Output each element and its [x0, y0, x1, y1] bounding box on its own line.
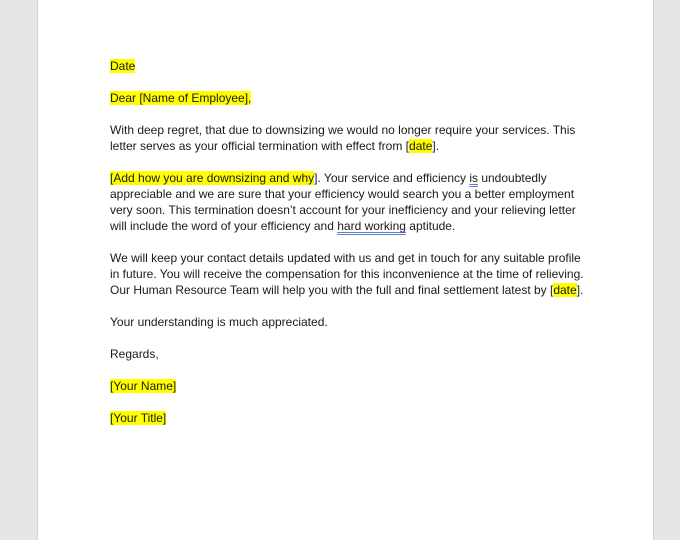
- paragraph-1-end: ].: [432, 139, 440, 153]
- salutation-placeholder: Dear [Name of Employee],: [110, 91, 252, 105]
- paragraph-3-end: ].: [576, 283, 584, 297]
- grammar-flag-hard-working: hard working: [337, 219, 406, 233]
- date-line: [110, 58, 590, 74]
- document-page: [37, 0, 654, 540]
- paragraph-2-text-c: aptitude.: [405, 219, 456, 233]
- paragraph-2-text-b: undoubtedly appreciable and we are sure that your efficiency would search you a better employment very soon. This termination doesn’t account for your inefficiency and your relieving letter will include the word of your efficiency and: [110, 171, 576, 233]
- closing: Regards,: [110, 347, 159, 361]
- paragraph-1-date-placeholder: date: [409, 139, 433, 153]
- paragraph-reason: [110, 170, 590, 234]
- date-placeholder: Date: [110, 59, 136, 73]
- salutation: [110, 90, 590, 106]
- paragraph-1-text: With deep regret, that due to downsizing we would no longer require your services. This letter serves as your official termination with effect from [: [110, 123, 576, 153]
- paragraph-contact: [110, 250, 590, 298]
- signature-name: [110, 378, 590, 394]
- signature-title: [110, 410, 590, 426]
- paragraph-termination: [110, 122, 590, 154]
- letter-body: [110, 58, 590, 442]
- title-placeholder: [Your Title]: [110, 411, 167, 425]
- paragraph-2-text-a: ]. Your service and efficiency: [314, 171, 470, 185]
- grammar-flag-is: is: [469, 171, 478, 185]
- reason-placeholder: [Add how you are downsizing and why: [110, 171, 315, 185]
- paragraph-3-text: We will keep your contact details updated with us and get in touch for any suitable profile in future. You will receive the compensation for this inconvenience at the time of relieving. Our Human Resource Team will help you with the full and final settlement latest by [: [110, 251, 584, 297]
- name-placeholder: [Your Name]: [110, 379, 177, 393]
- paragraph-appreciation: Your understanding is much appreciated.: [110, 315, 328, 329]
- paragraph-3-date-placeholder: date: [553, 283, 577, 297]
